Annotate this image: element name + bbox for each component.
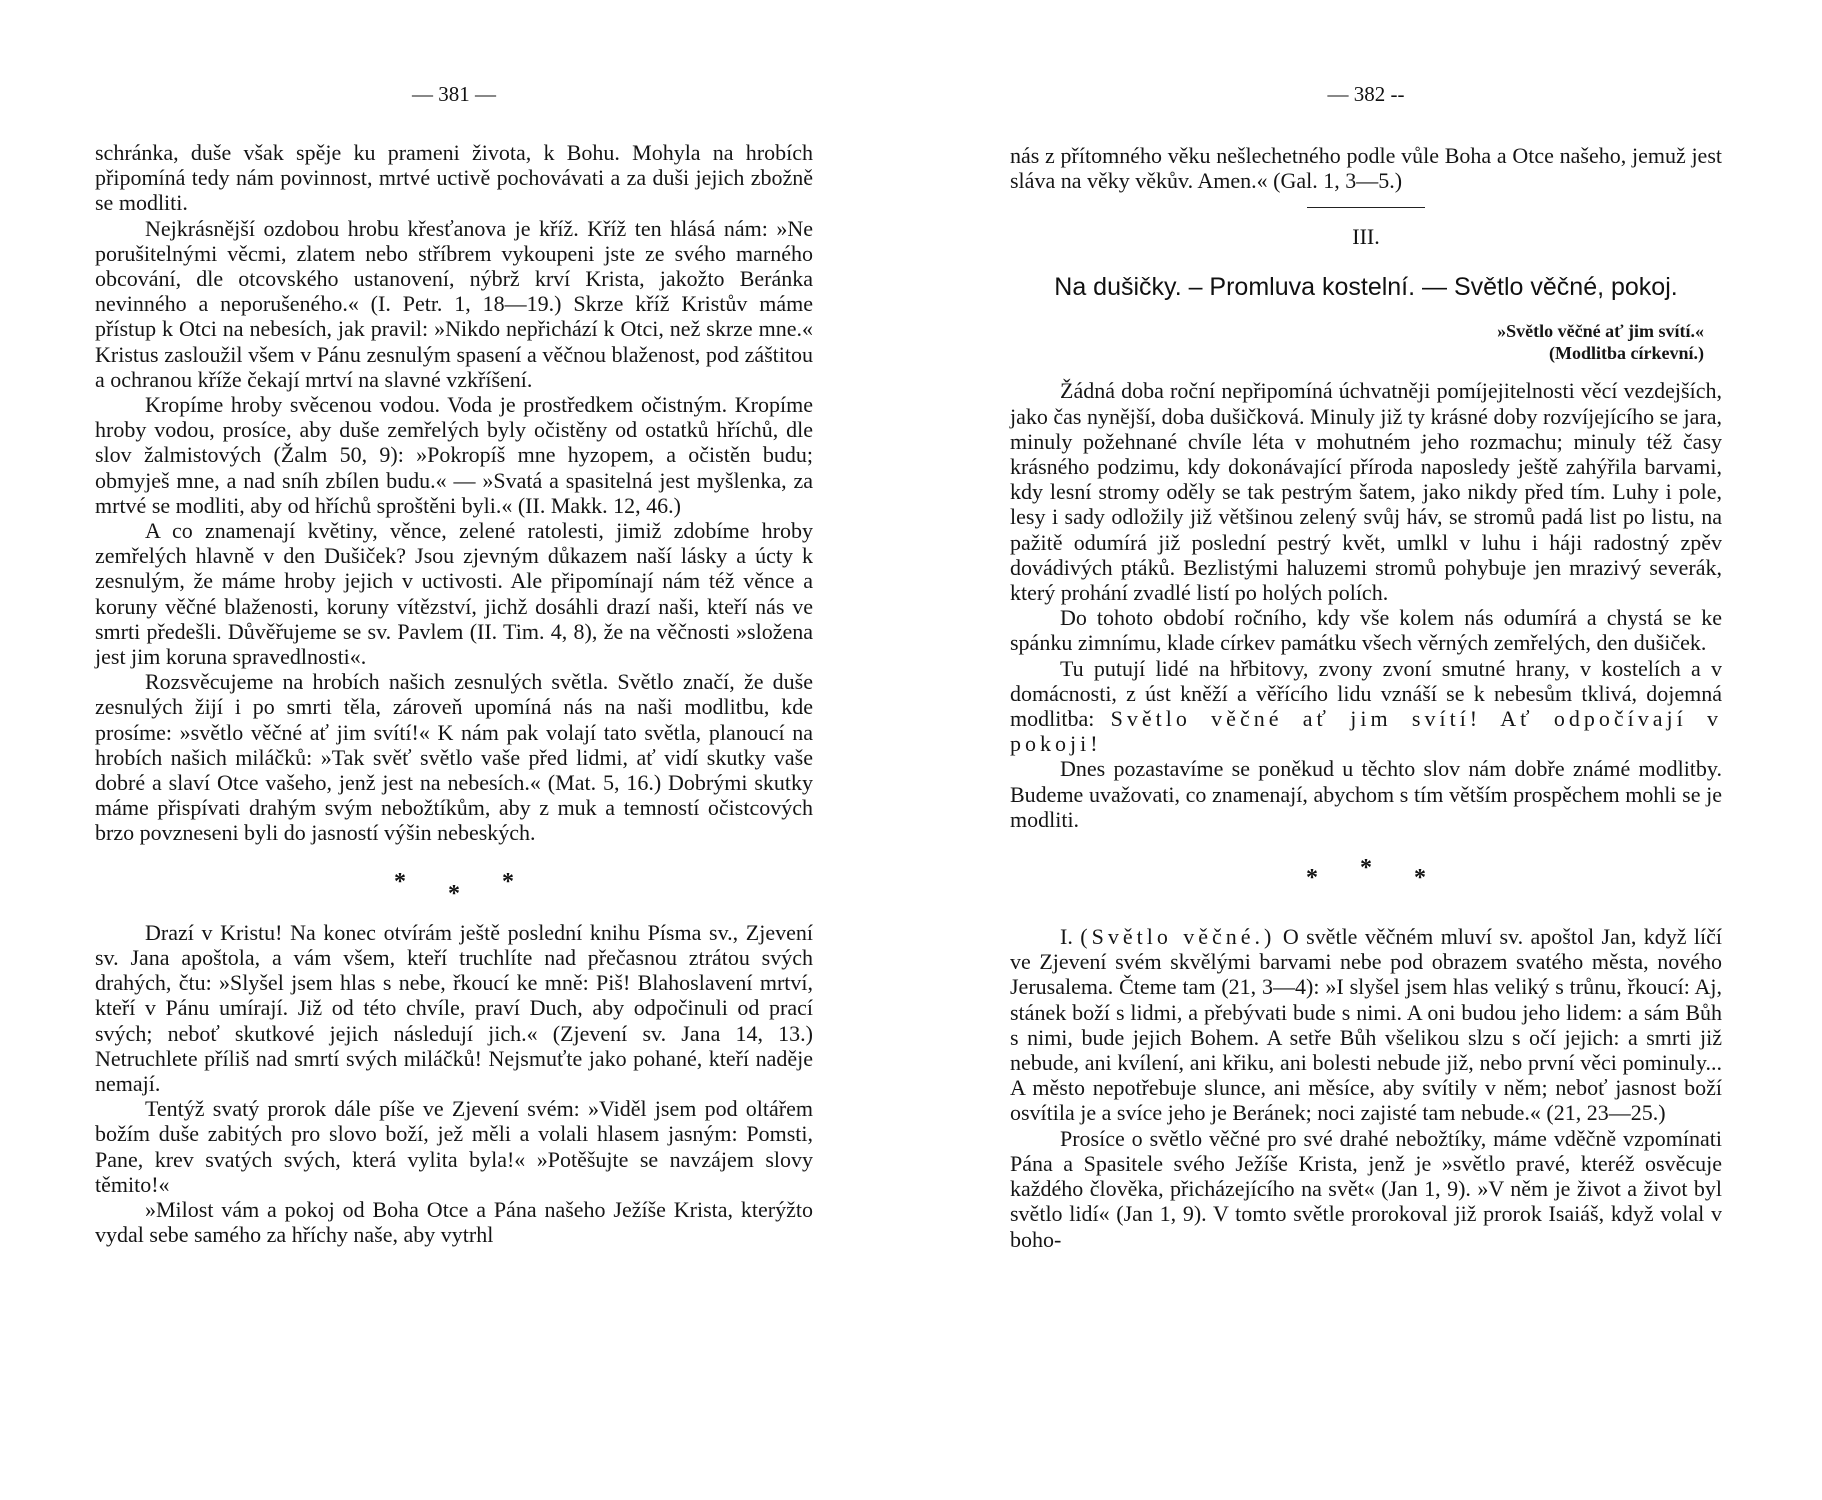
asterisk: * xyxy=(1306,864,1318,891)
paragraph xyxy=(1010,924,1722,1126)
epigraph-source: (Modlitba církevní.) xyxy=(1549,343,1704,364)
paragraph: Žádná doba roční nepřipomíná úchvatněji pomíjejitelnosti věcí vezdejších, jako čas nynější, doba dušičková. Minuly již ty krásné doby rozvíjejícího se jara, minuly požehnané chvíle léta v mohutném jeho rozmachu; minuly též časy krásného podzimu, kdy dokonávající příroda naposledy ještě zahýřila barvami, kdy lesní stromy oděly se tak pestrým šatem, jako nikdy před tím. Luhy i pole, lesy i sady odložily již většinou zelený svůj háv, se stromů padá list po listu, na pažitě odumírá již poslední pestrý květ, umlkl v luhu i háji radostný zpěv dovádivých ptáků. Bezlistými haluzemi stromů pohybuje jen mrazivý severák, který prohání zvadlé listí po holých polích. xyxy=(1010,378,1722,606)
paragraph: nás z přítomného věku nešlechetného podle vůle Boha a Otce našeho, jemuž jest sláva na věky věkův. Amen.« (Gal. 1, 3—5.) xyxy=(1010,143,1722,194)
prayer-text: Světlo věčné ať jim svítí! Ať odpočívají v pokoji! xyxy=(1010,706,1722,757)
right-page-body xyxy=(1010,143,1722,1252)
paragraph: A co znamenají květiny, věnce, zelené ratolesti, jimiž zdobíme hroby zemřelých hlavně v den Dušiček? Jsou zjevným důkazem naší lásky a úcty k zesnulým, že máme hroby jejich v uctivosti. Ale připomínají nám též věnce a koruny věčné blaženosti, koruny vítězství, jichž dosáhli drazí naši, kteří nás ve smrti předešli. Důvěřujeme se sv. Pavlem (II. Tim. 4, 8), že na věčnosti »složena jest jim koruna spravedlnosti«. xyxy=(95,518,813,670)
paragraph: Nejkrásnější ozdobou hrobu křesťanova je kříž. Kříž ten hlásá nám: »Ne porušitelnými věcmi, zlatem nebo stříbrem vykoupeni jste ze svého marného obcování, dle otcovského ustanovení, nýbrž krví Krista, jakožto Beránka nevinného a neporušeného.« (I. Petr. 1, 18—19.) Skrze kříž Kristův máme přístup k Otci na nebesích, jak pravil: »Nikdo nepřichází k Otci, než skrze mne.« Kristus zasloužil všem v Pánu zesnulým spasení a věčnou blaženost, pod záštitou a ochranou kříže čekají mrtví na slavné vzkříšení. xyxy=(95,215,813,392)
paragraph: Dnes pozastavíme se poněkud u těchto slov nám dobře známé modlitby. Budeme uvažovati, co znamenají, abychom s tím větším prospěchem mohli se je modliti. xyxy=(1010,756,1722,832)
epigraph xyxy=(1010,320,1722,364)
epigraph-quote: »Světlo věčné ať jim svítí.« xyxy=(1497,321,1704,342)
asterisk: * xyxy=(394,869,406,896)
section-title: Na dušičky. – Promluva kostelní. — Světlo věčné, pokoj. xyxy=(1054,273,1678,302)
page-number-right: — 382 -- xyxy=(1327,82,1405,106)
paragraph: Do tohoto období ročního, kdy vše kolem nás odumírá a chystá se ke spánku zimnímu, klade církev památku všech věrných zemřelých, den dušiček. xyxy=(1010,605,1722,656)
point-label: I. xyxy=(1060,924,1073,950)
asterism-separator xyxy=(95,846,813,920)
right-page xyxy=(1010,0,1722,1500)
paragraph: Prosíce o světlo věčné pro své drahé nebožtíky, máme vděčně vzpomínati Pána a Spasitele svého Ježíše Krista, jenž je »světlo pravé, kteréž osvěcuje každého člověka, přicházejícího na svět« (Jan 1, 9). »V něm je život a život byl světlo lidí« (Jan 1, 9). V tomto světle prorokoval již prorok Isaiáš, když volal v boho- xyxy=(1010,1125,1722,1252)
paragraph: schránka, duše však spěje ku prameni života, k Bohu. Mohyla na hrobích připomíná tedy nám povinnost, mrtvé uctivě pochovávati a za duši jejich zbožně se modliti. xyxy=(95,140,813,216)
paragraph: Drazí v Kristu! Na konec otvírám ještě poslední knihu Písma sv., Zjevení sv. Jana apoštola, a vám všem, kteří truchlíte nad přečasnou ztrátou svých drahých, čtu: »Slyšel jsem hlas s nebe, řkoucí ke mně: Piš! Blahoslavení mrtví, kteří v Pánu umírají. Již od této chvíle, praví Duch, aby odpočinuli od prací svých; neboť skutkové jejich následují jich.« (Zjevení sv. Jana 14, 13.) Netruchlete příliš nad smrtí svých miláčků! Nejsmuťte jako pohané, kteří naděje nemají. xyxy=(95,919,813,1096)
prayer-lead: Tu putují lidé na hřbitovy, zvony zvoní smutné hrany, v kostelích a v domácnosti, z úst kněží a věřícího lidu vznáší se k nebesům tklivá, dojemná modlitba: xyxy=(1010,655,1722,732)
asterisk: * xyxy=(1360,854,1372,881)
paragraph: »Milost vám a pokoj od Boha Otce a Pána našeho Ježíše Krista, kterýžto vydal sebe samého za hříchy naše, aby vytrhl xyxy=(95,1196,813,1248)
paragraph xyxy=(1010,656,1722,757)
asterisk: * xyxy=(448,881,460,908)
point-title: (Světlo věčné.) xyxy=(1080,924,1276,950)
point-text: O světle věčném mluví sv. apoštol Jan, když líčí ve Zjevení svém skvělými barvami nebe pod obrazem svatého města, nového Jerusalema. Čteme tam (21, 3—4): »I slyšel jsem hlas veliký s trůnu, řkoucí: Aj, stánek boží s lidmi, a přebývati bude s nimi. A oni budou jeho lidem: a sám Bůh s nimi, bude jejich Bohem. A setře Bůh všelikou slzu s očí jejich: a smrti již nebude, ani kvílení, ani křiku, ani bolesti nebude již, nebo první věci pominuly... A město nepotřebuje slunce, ani měsíce, aby svítily v něm; neboť jasnost boží osvítila je a svíce jeho je Beránek; noci zajisté tam nebude.« (21, 23—25.) xyxy=(1010,924,1723,1126)
asterism-separator xyxy=(1010,832,1722,924)
asterisk: * xyxy=(1414,864,1426,891)
section-number: III. xyxy=(1352,224,1380,250)
asterisk: * xyxy=(502,869,514,896)
paragraph: Rozsvěcujeme na hrobích našich zesnulých světla. Světlo značí, že duše zesnulých žijí i po smrti těla, zároveň upomíná nás na naši modlitbu, kde prosíme: »světlo věčné ať jim svítí!« K nám pak volají tato světla, planoucí na hrobích našich miláčků: »Tak svěť světlo vaše před lidmi, ať vidí skutky vaše dobré a slaví Otce vašeho, jenž jest na nebesích.« (Mat. 5, 16.) Dobrými skutky máme přispívati drahým svým nebožtíkům, aby z muk a temností očistcových brzo povzneseni byli do jasností výšin nebeských. xyxy=(95,669,813,846)
left-page-body xyxy=(95,140,813,1247)
paragraph: Kropíme hroby svěcenou vodou. Voda je prostředkem očistným. Kropíme hroby vodou, prosíce, aby duše zemřelých byly očistěny od ostatků hříchů, dle slov žalmistových (Žalm 50, 9): »Pokropíš mne hyzopem, a očistěn budu; obmyješ mne, a nad sníh zbílen budu.« — »Svatá a spasitelná jest myšlenka, za mrtvé se modliti, aby od hříchů sproštěni byli.« (II. Makk. 12, 46.) xyxy=(95,392,813,518)
paragraph: Tentýž svatý prorok dále píše ve Zjevení svém: »Viděl jsem pod oltářem božím duše zabitých pro slovo boží, jež měli a volali hlasem jasným: Pomsti, Pane, krev svatých svých, která vylita byla!« »Potěšujte se navzájem slovy těmito!« xyxy=(95,1096,813,1197)
section-divider-rule xyxy=(1307,207,1425,208)
left-page xyxy=(95,0,813,1500)
page-number-left: — 381 — xyxy=(412,82,496,106)
